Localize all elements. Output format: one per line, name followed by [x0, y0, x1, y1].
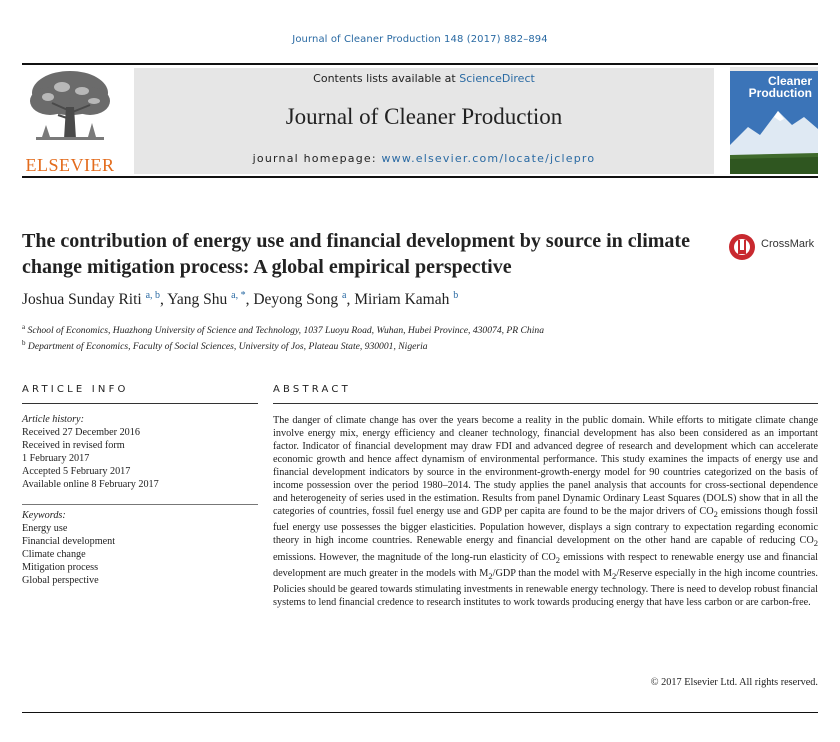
author-list: Joshua Sunday Riti $^{a, b}$, Yang Shu $^{a, *}$, Deyong Song $^a$, Miriam Kamah $^b$: [22, 290, 459, 309]
abstract-text: The danger of climate change has over the years become a reality in the public domain. While efforts to mitigate climate change involve energy mix, energy efficiency and cleaner technology, financial development has also been considered as an important factor. Indicator of financial development may draw FDI and advanced degree of research and development which can accelerate economic growth and hence affect dynamism of environmental performance. This study examines the impacts of energy use and financial development indicators by source in the environment-growth-energy model for 90 countries categorized on the basis of income possession over the period 1980–2014. The study applies the panel analysis that accounts for cross-sectional dependence and heterogeneity of series used in the estimation. Results from panel Dynamic Ordinary Least Squares (DOLS) show that in all the categories of countries, fossil fuel energy use and GDP per capita are found to be the major drivers of $CO_2$ emissions though fossil fuel energy use possesses the bigger elasticities. Population however, displays a sign contrary to expectation regarding economic theory in high income countries. Renewable energy and financial development on the other hand are capable of reducing $CO_2$ emissions. However, the magnitude of the long-run elasticity of $CO_2$ emissions with respect to renewable energy use and financial development are much greater in the models with $M_2$/GDP than the model with $M_2$/Reserve especially in the high income countries. Policies should be geared towards stimulating investments in renewable energy technology. There is need to develop robust financial systems to lend financial credence to research institutes to work towards producing energy that have less carbon or are carbon-free.: [273, 415, 818, 608]
history-label: Article history:: [22, 414, 84, 425]
elsevier-wordmark: ELSEVIER: [25, 155, 115, 175]
affiliation-marker: b: [22, 339, 26, 348]
history-item: Received in revised form: [22, 440, 125, 451]
affiliation-item: [22, 337, 782, 353]
journal-cover[interactable]: [730, 67, 818, 174]
contents-prefix: Contents lists available at: [313, 72, 460, 85]
header-top-rule: [22, 63, 818, 65]
homepage-prefix: journal homepage:: [252, 152, 382, 165]
author-affiliation-marker[interactable]: a: [342, 290, 347, 301]
history-item: Received 27 December 2016: [22, 427, 140, 438]
crossmark-badge[interactable]: [727, 232, 827, 262]
affiliation-text: Department of Economics, Faculty of Social Sciences, University of Jos, Plateau State, 930001, Nigeria: [27, 341, 428, 353]
affiliation-marker: a: [22, 323, 26, 331]
keyword-item[interactable]: Financial development: [22, 536, 116, 547]
abstract-rule: [273, 403, 818, 404]
keyword-item[interactable]: Climate change: [22, 549, 86, 560]
history-item: Available online 8 February 2017: [22, 479, 159, 490]
cover-title-line2: Production: [748, 86, 812, 100]
cover-mountain-icon: [730, 67, 818, 174]
affiliation-item: [22, 321, 782, 337]
journal-title: Journal of Cleaner Production: [285, 104, 563, 129]
homepage-link[interactable]: www.elsevier.com/locate/jclepro: [381, 152, 596, 165]
article-history: [22, 413, 258, 491]
author-affiliation-marker[interactable]: a, b: [145, 290, 161, 301]
keywords-label: Keywords:: [22, 510, 66, 521]
article-title: The contribution of energy use and financial development by source in climate change mitigation process: A global empirical perspective: [22, 230, 690, 278]
keyword-item[interactable]: Mitigation process: [22, 562, 99, 573]
elsevier-tree-icon: [22, 67, 118, 153]
keyword-item[interactable]: Energy use: [22, 523, 68, 534]
sciencedirect-link[interactable]: ScienceDirect: [459, 72, 535, 85]
abstract-heading: ABSTRACT: [273, 384, 351, 395]
bottom-rule: [22, 712, 818, 713]
contents-line: [134, 72, 714, 85]
article-info-rule: [22, 403, 258, 404]
cover-title-line1: Cleaner: [767, 74, 812, 88]
affiliation-list: [22, 321, 782, 353]
author-name[interactable]: Joshua Sunday Riti: [22, 291, 142, 309]
author-name[interactable]: Miriam Kamah: [354, 291, 450, 309]
article-info-heading: ARTICLE INFO: [22, 384, 129, 395]
crossmark-label: CrossMark: [761, 238, 815, 250]
info-divider: [22, 504, 258, 505]
homepage-line: [134, 152, 714, 165]
author-affiliation-marker[interactable]: a, *: [231, 290, 246, 301]
author-name[interactable]: Deyong Song: [253, 291, 339, 309]
keyword-list: [22, 509, 258, 587]
history-item: 1 February 2017: [22, 453, 90, 464]
keyword-item[interactable]: Global perspective: [22, 575, 99, 586]
crossmark-icon: [727, 232, 757, 262]
affiliation-text: School of Economics, Huazhong University of Science and Technology, 1037 Luoyu Road, Wuhan, Hubei Province, 430074, PR China: [27, 325, 544, 337]
journal-masthead: [134, 68, 714, 174]
header-bottom-rule: [22, 176, 818, 178]
copyright-notice: © 2017 Elsevier Ltd. All rights reserved.: [650, 677, 818, 688]
journal-citation[interactable]: Journal of Cleaner Production 148 (2017) 882–894: [292, 34, 548, 45]
history-item: Accepted 5 February 2017: [22, 466, 131, 477]
author-affiliation-marker[interactable]: b: [453, 290, 459, 301]
elsevier-logo[interactable]: [22, 67, 118, 174]
author-name[interactable]: Yang Shu: [167, 291, 228, 309]
